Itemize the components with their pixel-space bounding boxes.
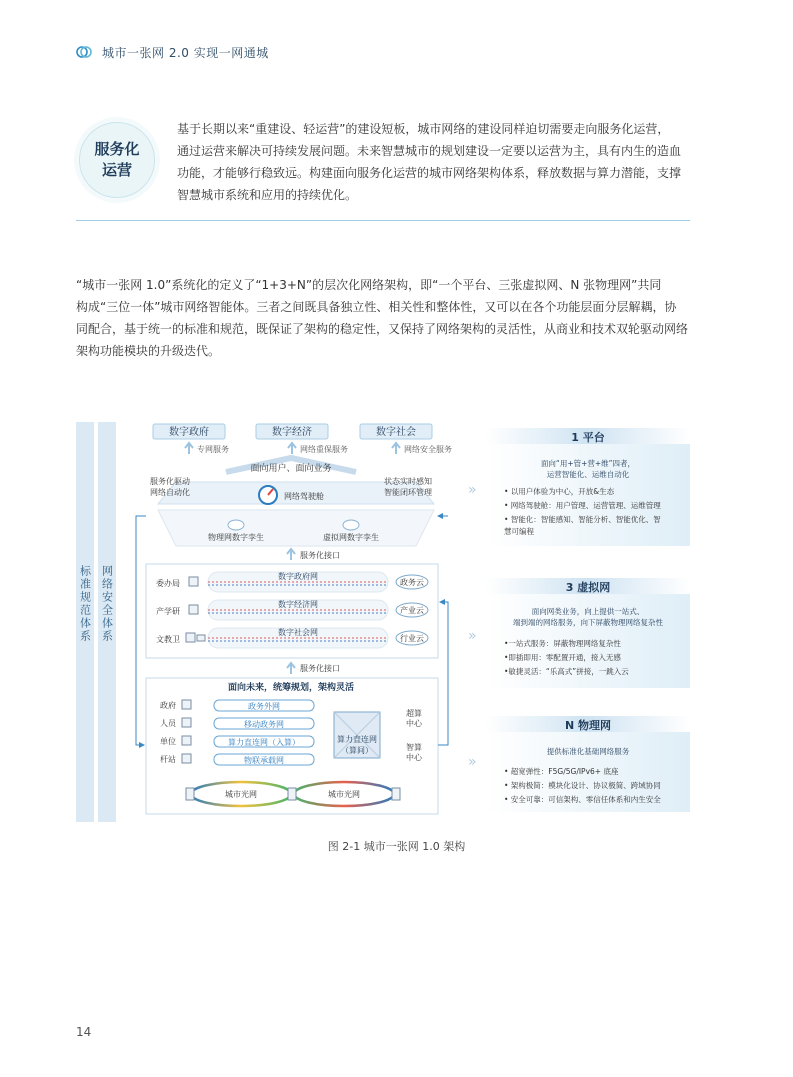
panel-item: • 架构极简：模块化设计、协议极简、跨域协同 [504,781,661,790]
panel-item: 慧可编程 [504,527,534,536]
supercomputing-label-2: 中心 [406,719,422,728]
body-line: 同配合，基于统一的标准和规范，既保证了架构的稳定性，又保持了网络架构的灵活性，从商业和技术双轮驱动网络 [76,322,689,336]
panel-subtitle: 面向“用+管+营+维”四者， [540,459,636,468]
virtual-cloud-label: 行业云 [400,634,424,643]
security-bar-label: 网络安全体系 [100,565,114,643]
left-auto-label-2: 网络自动化 [150,488,190,497]
page-number: 14 [76,1025,92,1039]
supercomputing-label-1: 超算 [406,709,422,718]
up-arrow-icon [287,663,295,674]
server-icon [392,788,400,800]
svg-text:数字社会: 数字社会 [376,427,416,438]
up-arrow-icon [287,549,295,560]
virtual-net-label: 数字社会网 [278,628,318,637]
service-label: 网络重保服务 [300,445,348,454]
virtual-net-label: 数字经济网 [278,600,318,609]
twin-virtual-label: 虚拟网数字孪生 [323,533,379,542]
twin-physical-label: 物理网数字孪生 [208,533,264,542]
virtual-row-left-label: 委办局 [156,579,180,588]
user-business-label: 面向用户、面向业务 [250,464,332,474]
right-auto-label-2: 智能闭环管理 [384,488,432,497]
cockpit-label: 网络驾驶舱 [284,492,324,501]
panel-item: •即插即用：零配置开通，接入无感 [504,653,621,662]
intro-line: 智慧城市系统和应用的持续优化。 [177,188,358,202]
compute-net-label-2: （算间） [341,746,373,755]
virtual-row-left-label: 文教卫 [156,635,180,644]
physical-row-left-label: 杆站 [160,755,176,764]
chevron-right-icon: » [468,482,477,498]
panel-subtitle: 端到端的网络服务，向下屏蔽物理网络复杂性 [513,618,663,627]
top-box-society [360,424,432,439]
body-paragraph [76,274,691,362]
body-line: 架构功能模块的升级迭代。 [76,344,221,358]
intelligent-computing-label-1: 智算 [406,743,422,752]
body-line: 构成“三位一体”城市网络智能体。三者之间既具备独立性、相关性和整体性，又可以在各个功能层面分层解耦，协 [76,300,677,314]
panel-item: • 超宽弹性：F5G/5G/IPv6+ 底座 [504,767,619,776]
intro-line: 基于长期以来“重建设、轻运营”的建设短板，城市网络的建设同样迫切需要走向服务化运营， [177,122,670,136]
physical-row-left-label: 单位 [160,737,176,746]
virtual-net-label: 数字政府网 [278,572,318,581]
physical-net-label: 移动政务网 [244,720,284,729]
cloud-icon [228,520,244,530]
panel-item: • 安全可靠：可信架构、零信任体系和内生安全 [504,795,661,804]
right-auto-label-1: 状态实时感知 [384,477,432,486]
figure-caption: 图 2-1 城市一张网 1.0 架构 [327,840,466,853]
up-arrow-icon [288,443,296,454]
chevron-right-icon: » [468,754,477,770]
building-icon [189,577,198,586]
section-badge [79,122,155,198]
panel-item: •一站式服务：屏蔽物理网络复杂性 [504,639,621,648]
badge-line-2: 运营 [101,161,132,179]
factory-icon [182,736,191,745]
panel-item: • 智能化：智能感知、智能分析、智能优化、智 [504,515,661,524]
government-icon [182,700,191,709]
service-label: 专网服务 [197,445,229,454]
physical-row-left-label: 人员 [160,719,176,728]
twin-trapezoid [158,510,434,546]
standards-bar-label: 标准规范体系 [78,565,92,643]
physical-net-label: 物联承载网 [244,756,284,765]
up-arrow-icon [392,443,400,454]
antenna-icon [182,718,191,727]
right-connector-arrow [438,602,448,745]
intro-paragraph [177,118,692,206]
virtual-cloud-label: 政务云 [400,578,424,587]
optical-ring-left-label: 城市光网 [225,790,257,799]
physical-net-label: 算力直连网（入算） [228,738,300,747]
server-icon [288,788,296,800]
optical-ring-right-label: 城市光网 [328,790,360,799]
panel-item: • 以用户体验为中心，开放&生态 [504,487,615,496]
panel-item: •敏捷灵活：“乐高式”拼接，一跳入云 [504,667,629,676]
service-interface-label: 服务化接口 [300,551,340,560]
virtual-panel-title: 3 虚拟网 [565,581,611,594]
virtual-row-left-label: 产学研 [156,607,180,616]
left-auto-label-1: 服务化驱动 [150,477,190,486]
physical-title: 面向未来，统筹规划，架构灵活 [227,683,355,693]
service-label: 网络安全服务 [404,445,452,454]
physical-panel-title: N 物理网 [564,719,612,732]
top-box-economy [256,424,328,439]
left-connector-arrow [136,516,146,745]
body-line: “城市一张网 1.0”系统化的定义了“1+3+N”的层次化网络架构，即“一个平台、三张虚拟网、N 张物理网”共同 [76,278,662,292]
factory-icon [189,605,198,614]
panel-subtitle: 面向网类业务，向上提供一站式、 [531,607,645,616]
physical-net-label: 政务外网 [248,702,280,711]
up-arrow-icon [185,443,193,454]
platform-panel-title: 1 平台 [571,431,605,444]
intro-line: 通过运营来解决可持续发展问题。未来智慧城市的规划建设一定要以运营为主，具有内生的造血 [177,144,682,158]
school-icon [197,635,205,641]
intro-line: 功能，才能够行稳致远。构建面向服务化运营的城市网络架构体系，释放数据与算力潜能，支撑 [177,166,682,180]
physical-row-left-label: 政府 [160,701,176,710]
panel-item: • 网络驾驶舱：用户管理、运营管理、运维管理 [504,501,661,510]
cockpit-gauge-icon [259,486,277,504]
hospital-icon [186,633,195,642]
virtual-cloud-label: 产业云 [400,606,424,615]
architecture-figure [76,422,690,822]
panel-subtitle: 运营智能化、运维自动化 [546,470,630,479]
service-interface-label: 服务化接口 [300,664,340,673]
server-icon [186,788,194,800]
top-box-gov [153,424,225,439]
compute-net-label-1: 算力直连网 [337,735,377,744]
running-header: 城市一张网 2.0 实现一网通城 [102,46,269,60]
svg-text:数字经济: 数字经济 [272,427,312,438]
chevron-right-icon: » [468,628,477,644]
pole-icon [182,754,191,763]
intelligent-computing-label-2: 中心 [406,753,422,762]
section-divider [76,220,690,221]
panel-subtitle: 提供标准化基础网络服务 [546,747,630,756]
cloud-icon [343,520,359,530]
header-logo-icon [76,46,92,58]
badge-line-1: 服务化 [94,140,140,158]
svg-text:数字政府: 数字政府 [169,427,209,438]
